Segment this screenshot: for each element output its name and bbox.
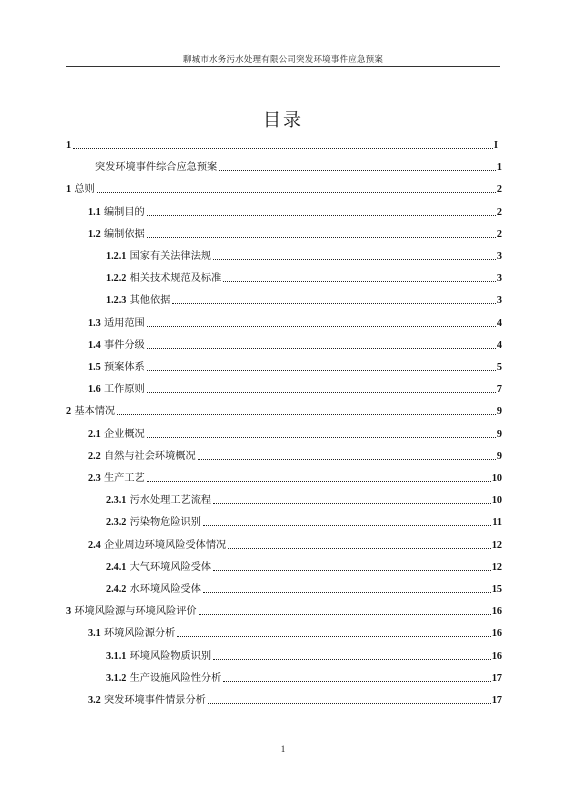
toc-entry-label xyxy=(88,540,226,552)
toc-entry-number: 3.1.2 xyxy=(106,672,127,684)
toc-entry-text: 生产设施风险性分析 xyxy=(129,672,222,684)
toc-entry-label xyxy=(88,628,175,640)
toc-entry-label xyxy=(106,584,201,596)
toc-entry[interactable] xyxy=(88,336,502,352)
toc-entry[interactable] xyxy=(88,358,502,374)
toc-entry[interactable] xyxy=(66,602,502,618)
toc-entry-text: 企业概况 xyxy=(103,428,145,440)
toc-entry-text: 编制目的 xyxy=(103,206,145,218)
toc-entry-number: 1.5 xyxy=(88,362,101,373)
toc-entry-number: 3.1.1 xyxy=(106,650,127,662)
toc-entry-number: 3 xyxy=(66,606,72,618)
dot-leader xyxy=(228,548,491,549)
dot-leader xyxy=(203,525,491,526)
toc-entry-text: 适用范围 xyxy=(103,317,145,329)
toc-entry[interactable] xyxy=(66,180,502,196)
toc-entry-label xyxy=(88,429,145,441)
toc-entry-number: 2.3.1 xyxy=(106,495,127,507)
toc-entry[interactable] xyxy=(106,580,502,596)
page-header: 聊城市水务污水处理有限公司突发环境事件应急预案 xyxy=(182,55,384,65)
toc-entry-page: 7 xyxy=(496,384,502,396)
dot-leader xyxy=(147,237,496,238)
toc-entry[interactable] xyxy=(106,558,502,574)
dot-leader xyxy=(117,414,496,415)
toc-entry-label xyxy=(106,517,201,529)
toc-entry-label xyxy=(66,406,115,418)
toc-entry-page: 10 xyxy=(491,495,502,507)
toc-entry[interactable] xyxy=(95,158,502,174)
toc-entry[interactable] xyxy=(88,447,502,463)
toc-entry-label xyxy=(106,251,211,263)
toc-entry-text: 自然与社会环境概况 xyxy=(103,450,196,462)
toc-entry-label xyxy=(88,695,206,707)
toc-entry-page: 2 xyxy=(496,184,502,196)
toc-entry[interactable] xyxy=(88,380,502,396)
dot-leader xyxy=(147,370,496,371)
dot-leader xyxy=(213,259,496,260)
toc-entry-text: 编制依据 xyxy=(103,228,145,240)
toc-entry-page: 15 xyxy=(491,584,502,595)
toc-entry[interactable] xyxy=(88,469,502,485)
toc-entry-page: 3 xyxy=(496,273,502,285)
toc-entry-number: 1.3 xyxy=(88,317,101,329)
toc-entry[interactable] xyxy=(88,536,502,552)
toc-entry-number: 1.4 xyxy=(88,339,101,351)
toc-entry-text: 大气环境风险受体 xyxy=(129,561,212,573)
toc-entry-page: 5 xyxy=(496,362,502,373)
toc-entry-text: 突发环境事件情景分析 xyxy=(103,695,206,706)
page-number: 1 xyxy=(280,744,286,754)
toc-entry-page: 16 xyxy=(491,628,502,640)
toc-entry[interactable] xyxy=(106,647,502,663)
toc-entry-label xyxy=(88,451,196,463)
toc-entry-number: 1.2.3 xyxy=(106,295,127,307)
toc-entry-page: 4 xyxy=(496,317,502,329)
dot-leader xyxy=(147,215,496,216)
toc-entry-label xyxy=(66,184,95,196)
toc-entry-number: 1 xyxy=(66,184,72,196)
toc-entry-page: 9 xyxy=(496,406,502,418)
dot-leader xyxy=(223,681,491,682)
toc-entry-page: 12 xyxy=(491,539,502,551)
toc-title: 目录 xyxy=(263,110,303,131)
toc-entry[interactable] xyxy=(88,425,502,441)
toc-entry-number: 1.2.1 xyxy=(106,251,127,262)
toc-entry-number: 1.1 xyxy=(88,206,101,218)
dot-leader xyxy=(172,303,496,304)
toc-entry-label xyxy=(88,473,145,485)
toc-entry-label xyxy=(88,229,145,241)
toc-entry[interactable] xyxy=(106,669,502,685)
toc-entry-number: 3.1 xyxy=(88,628,101,640)
toc-entry-label xyxy=(106,295,170,307)
toc-entry-number: 1 xyxy=(66,140,72,151)
dot-leader xyxy=(97,192,496,193)
toc-entry[interactable] xyxy=(88,314,502,330)
toc-entry-text: 基本情况 xyxy=(74,406,116,418)
dot-leader xyxy=(203,592,491,593)
toc-entry-label xyxy=(106,495,211,507)
toc-entry-text: 突发环境事件综合应急预案 xyxy=(95,162,218,174)
toc-entry-text: 总则 xyxy=(74,184,95,196)
dot-leader xyxy=(147,392,496,393)
toc-entry[interactable] xyxy=(88,225,502,241)
toc-entry-page: I xyxy=(494,140,498,151)
toc-entry-label xyxy=(88,362,145,374)
toc-entry-text: 企业周边环境风险受体情况 xyxy=(103,539,227,551)
toc-entry-label xyxy=(66,140,71,152)
toc-entry-number: 2.3.2 xyxy=(106,517,127,529)
dot-leader xyxy=(198,459,496,460)
header-divider xyxy=(66,66,500,67)
toc-entry-page: 4 xyxy=(496,339,502,351)
toc-entry-number: 1.2.2 xyxy=(106,273,127,285)
toc-entry-label xyxy=(66,606,197,618)
toc-entry-number: 2.4.1 xyxy=(106,561,127,573)
dot-leader xyxy=(73,148,493,149)
toc-entry-text: 污染物危险识别 xyxy=(129,517,201,529)
dot-leader xyxy=(219,170,496,171)
toc-entry[interactable] xyxy=(66,136,498,152)
toc-entry-text: 污水处理工艺流程 xyxy=(129,495,212,507)
toc-entry-label xyxy=(88,384,145,396)
toc-entry-page: 12 xyxy=(491,561,502,573)
toc-entry[interactable] xyxy=(88,203,502,219)
toc-entry-text: 工作原则 xyxy=(103,384,145,396)
toc-entry-label xyxy=(88,207,145,219)
toc-entry[interactable] xyxy=(106,247,502,263)
toc-entry[interactable] xyxy=(88,624,502,640)
dot-leader xyxy=(177,636,491,637)
dot-leader xyxy=(147,437,496,438)
toc-entry-number: 1.6 xyxy=(88,384,101,396)
toc-entry-number: 2.1 xyxy=(88,428,101,440)
toc-entry-number: 2 xyxy=(66,406,72,418)
toc-entry-text: 预案体系 xyxy=(103,362,145,373)
toc-entry-text: 生产工艺 xyxy=(103,473,145,484)
toc-entry-page: 17 xyxy=(491,672,502,684)
dot-leader xyxy=(147,348,496,349)
toc-entry-label xyxy=(106,673,221,685)
toc-entry-page: 16 xyxy=(491,650,502,662)
toc-entry-label xyxy=(95,162,217,174)
toc-entry[interactable] xyxy=(66,402,502,418)
toc-entry-page: 3 xyxy=(496,295,502,307)
dot-leader xyxy=(147,326,496,327)
toc-entry-label xyxy=(106,562,211,574)
toc-entry-number: 2.4.2 xyxy=(106,584,127,595)
toc-entry-label xyxy=(106,651,211,663)
dot-leader xyxy=(208,703,491,704)
toc-entry-number: 2.2 xyxy=(88,450,101,462)
toc-entry-page: 11 xyxy=(492,517,502,529)
toc-entry-text: 相关技术规范及标准 xyxy=(129,273,222,285)
toc-entry[interactable] xyxy=(88,691,502,707)
toc-entry-page: 3 xyxy=(496,251,502,262)
toc-entry-text: 环境风险源与环境风险评价 xyxy=(74,606,197,618)
dot-leader xyxy=(213,503,491,504)
toc-entry-page: 2 xyxy=(496,206,502,218)
dot-leader xyxy=(213,570,491,571)
toc-entry[interactable] xyxy=(106,513,502,529)
toc-entry-text: 环境风险物质识别 xyxy=(129,650,212,662)
dot-leader xyxy=(199,614,491,615)
toc-entry-label xyxy=(106,273,221,285)
toc-entry[interactable] xyxy=(106,291,502,307)
dot-leader xyxy=(213,659,491,660)
toc-entry-page: 17 xyxy=(491,695,502,706)
toc-entry-page: 9 xyxy=(496,428,502,440)
dot-leader xyxy=(223,281,496,282)
toc-entry-page: 10 xyxy=(491,473,502,484)
toc-entry-page: 16 xyxy=(491,606,502,618)
toc-entry-number: 3.2 xyxy=(88,695,101,706)
toc-entry-text: 其他依据 xyxy=(129,295,171,307)
toc-entry-text: 水环境风险受体 xyxy=(129,584,201,595)
toc-entry-text: 国家有关法律法规 xyxy=(129,251,212,262)
toc-entry-page: 2 xyxy=(496,228,502,240)
toc-entry[interactable] xyxy=(106,269,502,285)
toc-entry-number: 2.3 xyxy=(88,473,101,484)
toc-entry-text: 事件分级 xyxy=(103,339,145,351)
dot-leader xyxy=(147,481,491,482)
toc-entry-number: 1.2 xyxy=(88,228,101,240)
toc-entry-label xyxy=(88,318,145,330)
toc-entry-page: 1 xyxy=(496,162,502,174)
toc-entry-number: 2.4 xyxy=(88,539,101,551)
toc-entry[interactable] xyxy=(106,491,502,507)
toc-entry-text: 环境风险源分析 xyxy=(103,628,176,640)
toc-entry-label xyxy=(88,340,145,352)
toc-entry-page: 9 xyxy=(496,450,502,462)
